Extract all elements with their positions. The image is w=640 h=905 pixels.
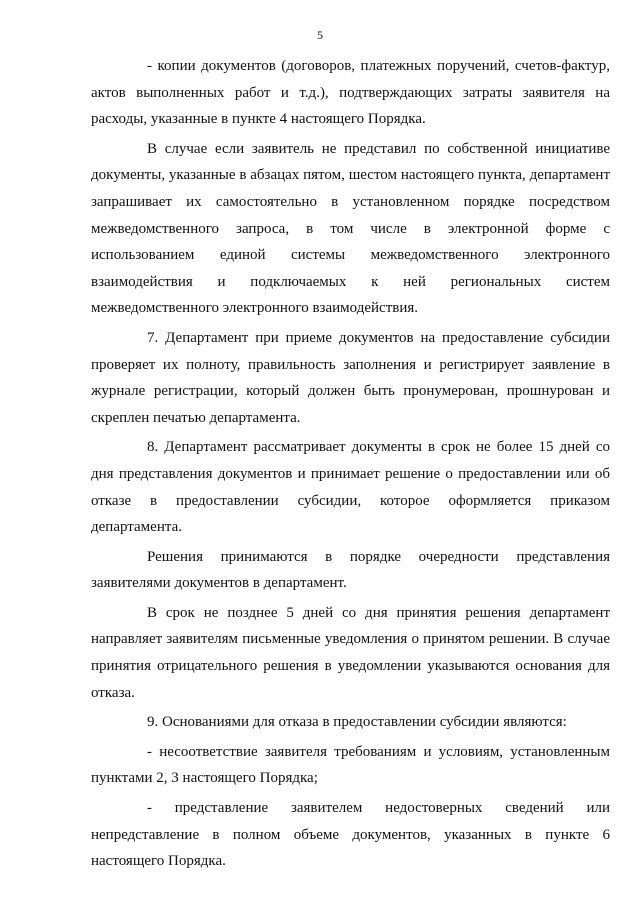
paragraph-item-7: 7. Департамент при приеме документов на предоставление субсидии проверяет их полноту, правильность заполнения и регистрирует заявление в журнале регистрации, который должен быть пронумерован, прошнурован и скреплен печатью департамента. [91,329,610,426]
paragraph-interagency-request: В случае если заявитель не представил по собственной инициативе документы, указанные в абзацах пятом, шестом настоящего пункта, департамент запрашивает их самостоятельно в установленном порядке посредством межведомственного запроса, в том числе в электронной форме с использованием единой системы межведомственного электронного взаимодействия и подключаемых к ней региональных систем межведомственного электронного взаимодействия. [91,140,610,317]
paragraph-item-9: 9. Основаниями для отказа в предоставлении субсидии являются: [147,714,567,731]
paragraph-item-8: 8. Департамент рассматривает документы в срок не более 15 дней со дня представления документов и принимает решение о предоставлении или об отказе в предоставлении субсидии, которое оформляется приказом департамента. [91,439,610,536]
paragraph-decisions-order: Решения принимаются в порядке очередности представления заявителями документов в департамент. [91,548,610,592]
paragraph-refusal-reason-1: - несоответствие заявителя требованиям и условиям, установленным пунктами 2, 3 настоящего Порядка; [91,743,610,787]
paragraph-documents-copies: - копии документов (договоров, платежных поручений, счетов-фактур, актов выполненных работ и т.д.), подтверждающих затраты заявителя на расходы, указанные в пункте 4 настоящего Порядка. [91,58,610,128]
paragraph-notification: В срок не позднее 5 дней со дня принятия решения департамент направляет заявителям письменные уведомления о принятом решении. В случае принятия отрицательного решения в уведомлении указываются основания для отказа. [91,604,610,701]
page-number: 5 [317,28,323,42]
document-body [91,53,610,875]
paragraph-refusal-reason-2: - представление заявителем недостоверных сведений или непредставление в полном объеме документов, указанных в пункте 6 настоящего Порядка. [91,800,610,870]
